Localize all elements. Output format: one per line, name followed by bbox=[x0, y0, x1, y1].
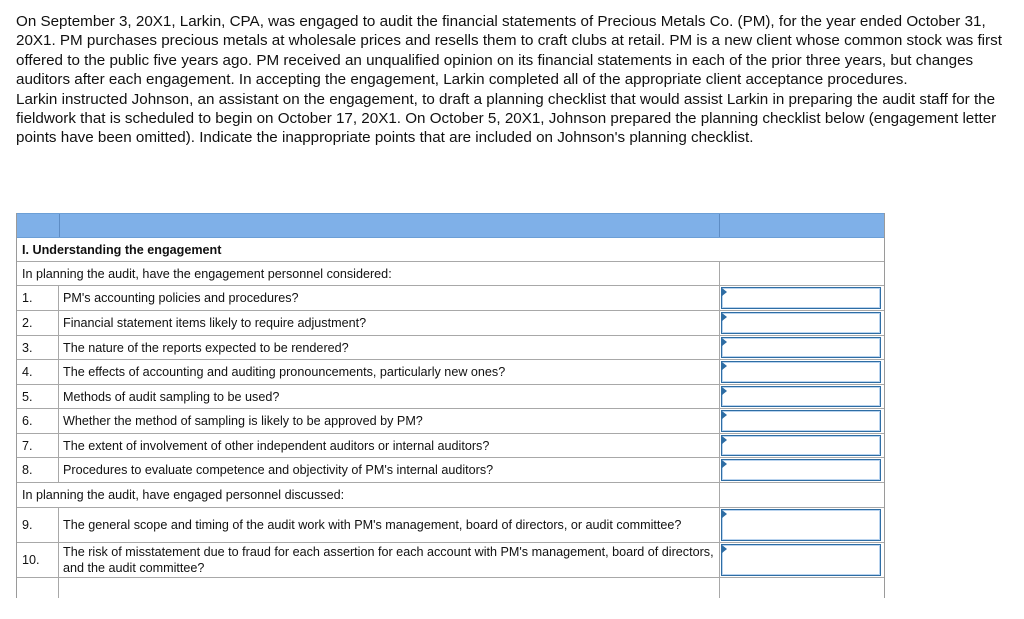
item-question: Whether the method of sampling is likely to be approved by PM? bbox=[63, 414, 423, 428]
answer-dropdown-5[interactable] bbox=[721, 386, 881, 407]
item-question: The risk of misstatement due to fraud for each assertion for each account with PM's management, board of directors, and the audit committee? bbox=[63, 545, 714, 575]
problem-statement bbox=[16, 12, 1012, 148]
item-question: The extent of involvement of other independent auditors or internal auditors? bbox=[63, 438, 490, 453]
dropdown-marker-icon bbox=[722, 545, 727, 553]
table-row bbox=[17, 543, 884, 578]
item-question: The general scope and timing of the audit work with PM's management, board of directors, or audit committee? bbox=[63, 518, 682, 532]
dropdown-marker-icon bbox=[722, 387, 727, 395]
dropdown-marker-icon bbox=[722, 288, 727, 296]
dropdown-marker-icon bbox=[722, 313, 727, 321]
item-number: 4. bbox=[22, 365, 33, 379]
item-question: The effects of accounting and auditing pronouncements, particularly new ones? bbox=[63, 365, 506, 379]
answer-dropdown-3[interactable] bbox=[721, 337, 881, 358]
item-question: Procedures to evaluate competence and objectivity of PM's internal auditors? bbox=[63, 463, 494, 477]
item-number: 10. bbox=[22, 553, 40, 567]
item-number: 3. bbox=[22, 340, 33, 355]
item-question: PM's accounting policies and procedures? bbox=[63, 291, 299, 305]
table-row bbox=[17, 578, 884, 598]
item-number: 7. bbox=[22, 438, 33, 453]
item-question: Financial statement items likely to require adjustment? bbox=[63, 316, 367, 330]
answer-dropdown-2[interactable] bbox=[721, 312, 881, 334]
dropdown-marker-icon bbox=[722, 510, 727, 518]
table-row bbox=[17, 311, 884, 336]
answer-dropdown-4[interactable] bbox=[721, 361, 881, 383]
item-number: 9. bbox=[22, 518, 33, 532]
table-row bbox=[17, 458, 884, 483]
table-header-bar bbox=[17, 213, 884, 238]
dropdown-marker-icon bbox=[722, 338, 727, 346]
answer-dropdown-10[interactable] bbox=[721, 544, 881, 576]
dropdown-marker-icon bbox=[722, 362, 727, 370]
answer-dropdown-1[interactable] bbox=[721, 287, 881, 309]
item-question: Methods of audit sampling to be used? bbox=[63, 389, 280, 404]
dropdown-marker-icon bbox=[722, 436, 727, 444]
table-row bbox=[17, 286, 884, 311]
considered-heading-row bbox=[17, 262, 884, 286]
item-question: The nature of the reports expected to be rendered? bbox=[63, 340, 349, 355]
section-title-row bbox=[17, 238, 884, 262]
item-number: 2. bbox=[22, 316, 33, 330]
answer-dropdown-7[interactable] bbox=[721, 435, 881, 456]
intro-paragraph-2: Larkin instructed Johnson, an assistant on the engagement, to draft a planning checklist that would assist Larkin in preparing the audit staff for the fieldwork that is scheduled to begin on October 17, 20X1. On October 5, 20X1, Johnson prepared the planning checklist below (engagement letter points have been omitted). Indicate the inappropriate points that are included on Johnson's planning checklist. bbox=[16, 90, 997, 147]
table-row bbox=[17, 360, 884, 385]
intro-paragraph-1: On September 3, 20X1, Larkin, CPA, was engaged to audit the financial statements of Precious Metals Co. (PM), for the year ended October 31, 20X1. PM purchases precious metals at wholesale prices and resells them to craft clubs at retail. PM is a new client whose common stock was first offered to the public five years ago. PM received an unqualified opinion on its financial statements in each of the prior three years, but changes auditors after each engagement. In accepting the engagement, Larkin completed all of the appropriate client acceptance procedures. bbox=[16, 13, 1002, 89]
table-row bbox=[17, 508, 884, 543]
section-title: I. Understanding the engagement bbox=[22, 242, 222, 257]
answer-dropdown-9[interactable] bbox=[721, 509, 881, 541]
table-row bbox=[17, 336, 884, 360]
item-number: 1. bbox=[22, 291, 33, 305]
table-row bbox=[17, 385, 884, 409]
table-row bbox=[17, 409, 884, 434]
dropdown-marker-icon bbox=[722, 460, 727, 468]
discussed-heading-row bbox=[17, 483, 884, 508]
discussed-heading: In planning the audit, have engaged personnel discussed: bbox=[22, 488, 345, 502]
answer-dropdown-8[interactable] bbox=[721, 459, 881, 481]
item-number: 8. bbox=[22, 463, 33, 477]
item-number: 5. bbox=[22, 389, 33, 404]
item-number: 6. bbox=[22, 414, 33, 428]
considered-heading: In planning the audit, have the engagement personnel considered: bbox=[22, 266, 392, 281]
dropdown-marker-icon bbox=[722, 411, 727, 419]
answer-dropdown-6[interactable] bbox=[721, 410, 881, 432]
planning-checklist-table bbox=[16, 213, 885, 598]
table-row bbox=[17, 434, 884, 458]
